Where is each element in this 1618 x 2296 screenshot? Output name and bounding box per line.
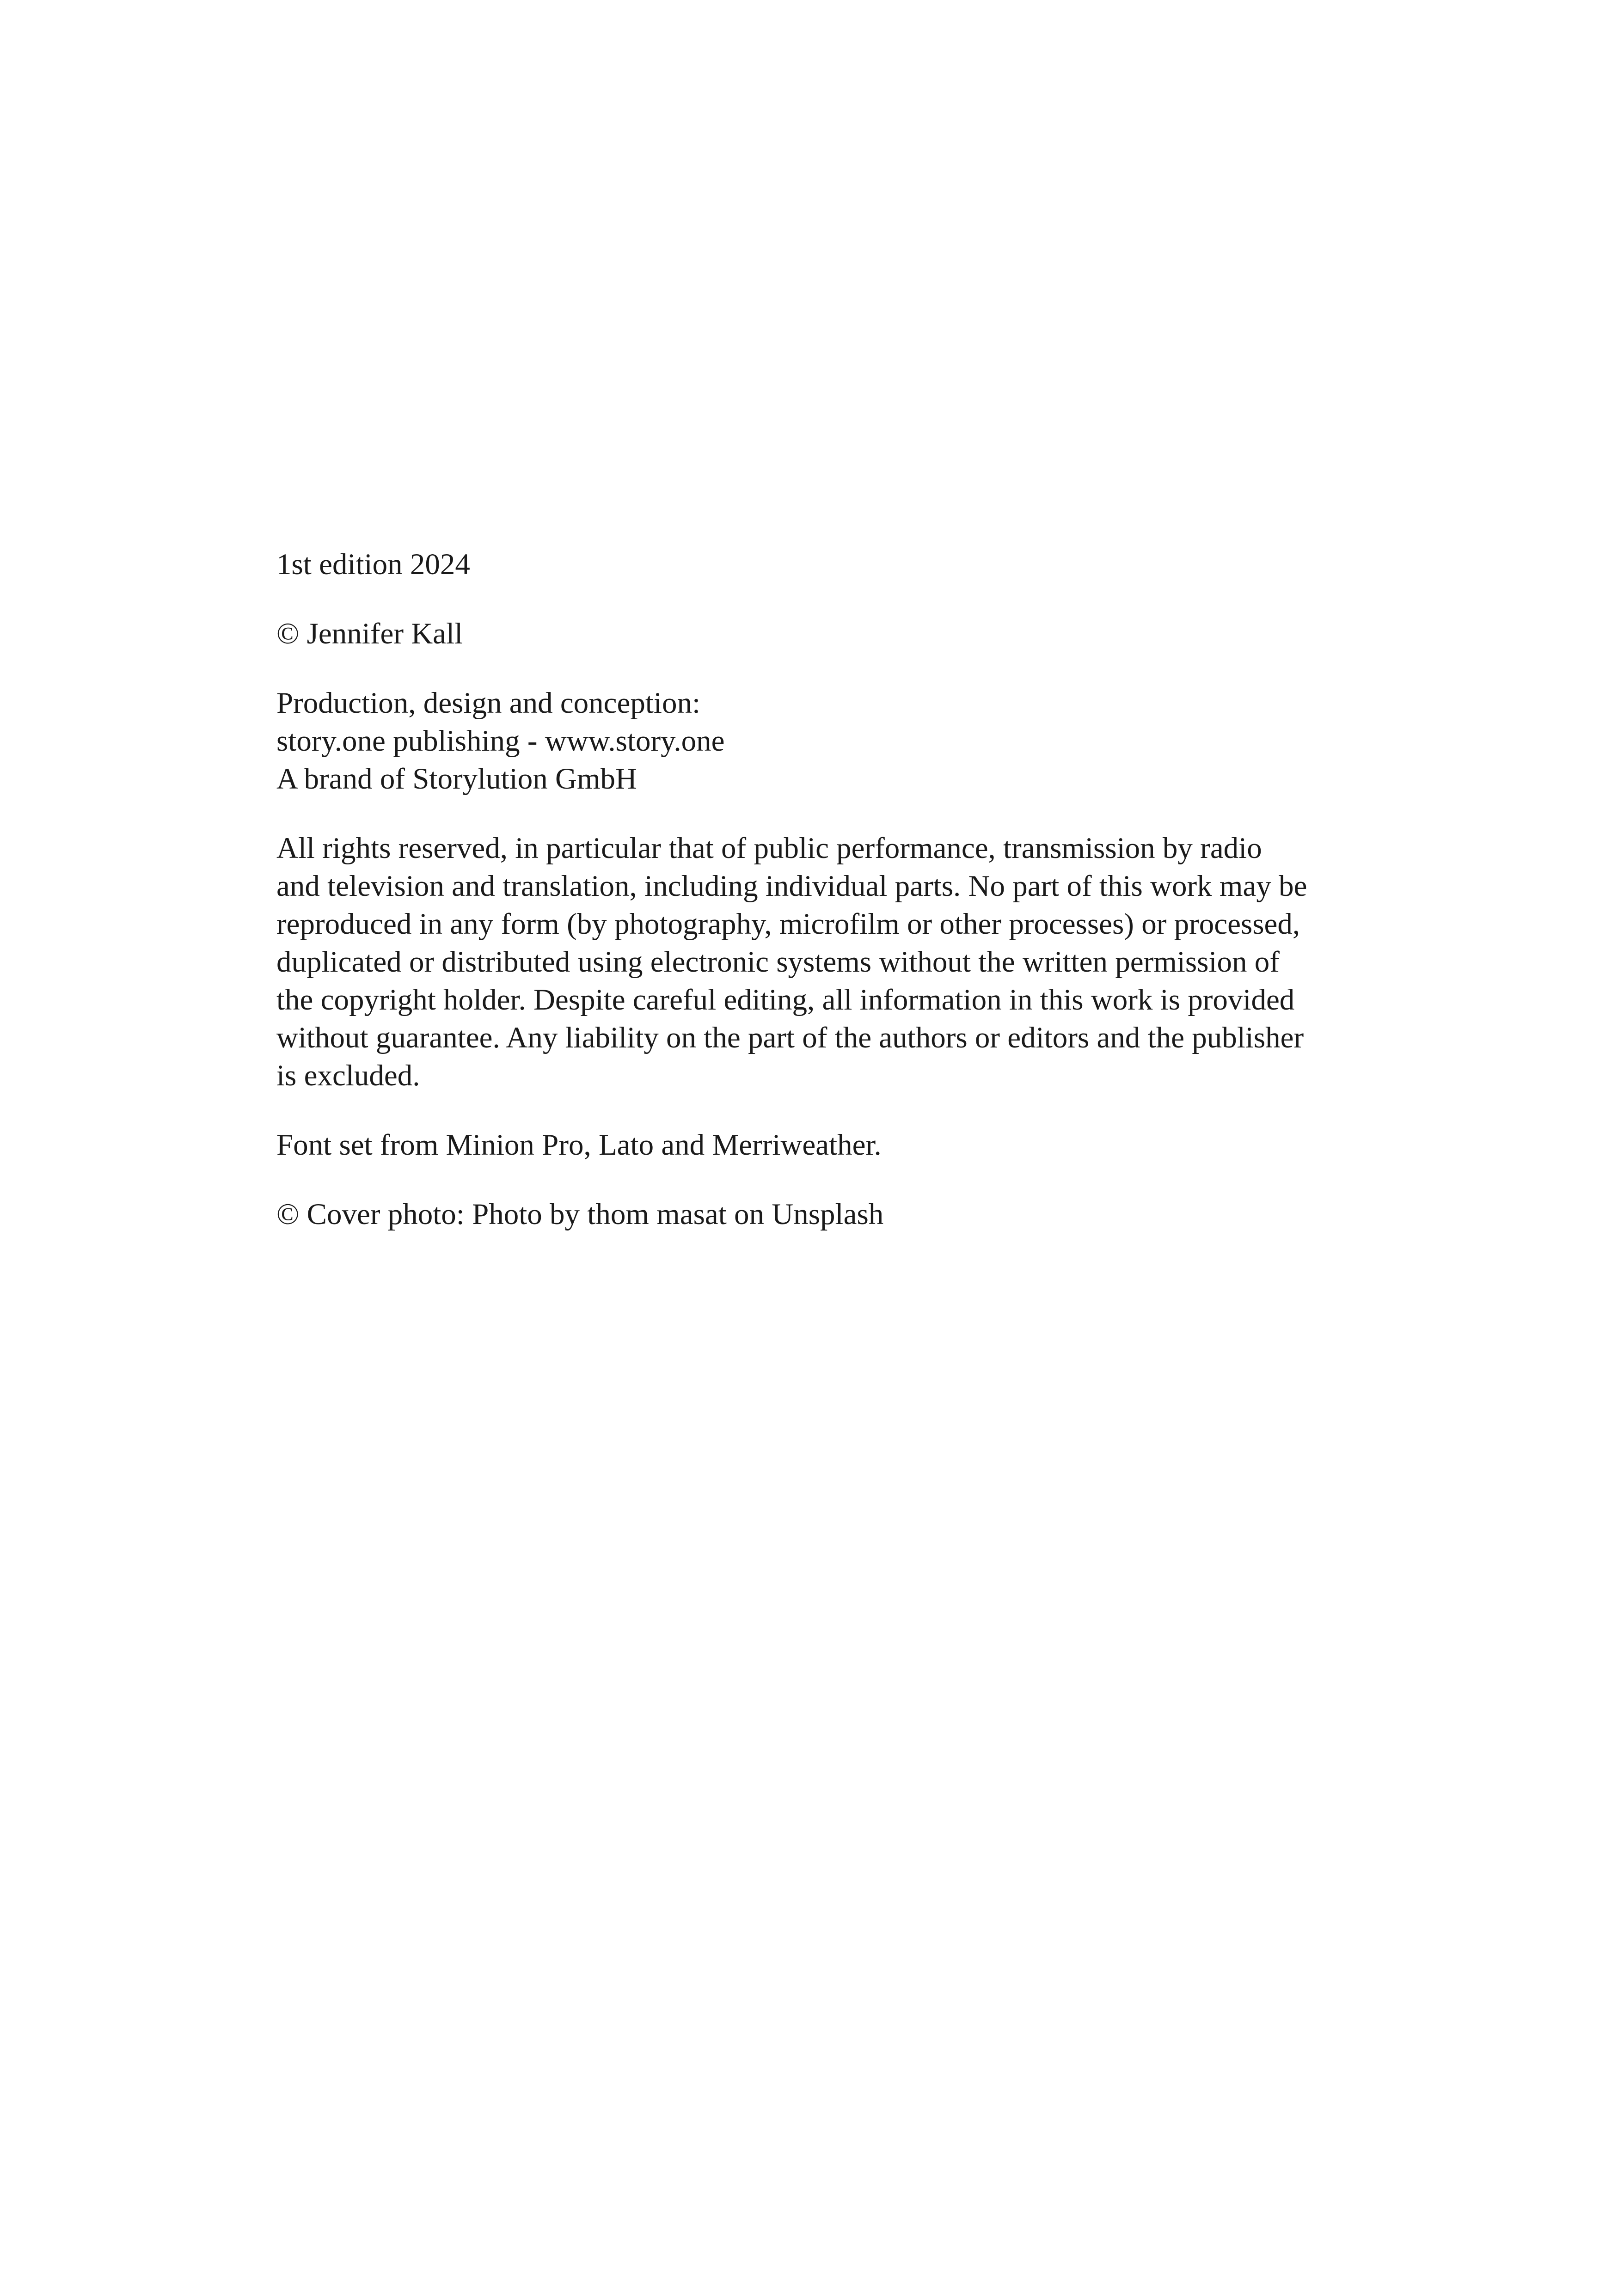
publisher-line: story.one publishing - www.story.one [276,724,725,758]
rights-notice [276,829,1358,1095]
edition-line: 1st edition 2024 [276,548,470,581]
rights-line: All rights reserved, in particular that of public performance, transmission by radio [276,832,1262,865]
brand-line: A brand of Storylution GmbH [276,762,637,796]
fonts-note: Font set from Minion Pro, Lato and Merriweather. [276,1128,882,1162]
rights-line: and television and translation, including individual parts. No part of this work may be [276,869,1307,903]
rights-line: without guarantee. Any liability on the part of the authors or editors and the publisher [276,1021,1304,1054]
rights-line: is excluded. [276,1059,420,1092]
production-credits [276,684,1358,798]
author-copyright: © Jennifer Kall [276,617,463,650]
imprint-block [276,545,1358,1265]
rights-line: reproduced in any form (by photography, microfilm or other processes) or processed, [276,907,1300,941]
cover-photo-credit: © Cover photo: Photo by thom masat on Unsplash [276,1198,884,1231]
rights-line: the copyright holder. Despite careful editing, all information in this work is provided [276,983,1295,1016]
rights-line: duplicated or distributed using electronic systems without the written permission of [276,945,1280,979]
production-line: Production, design and conception: [276,686,701,720]
